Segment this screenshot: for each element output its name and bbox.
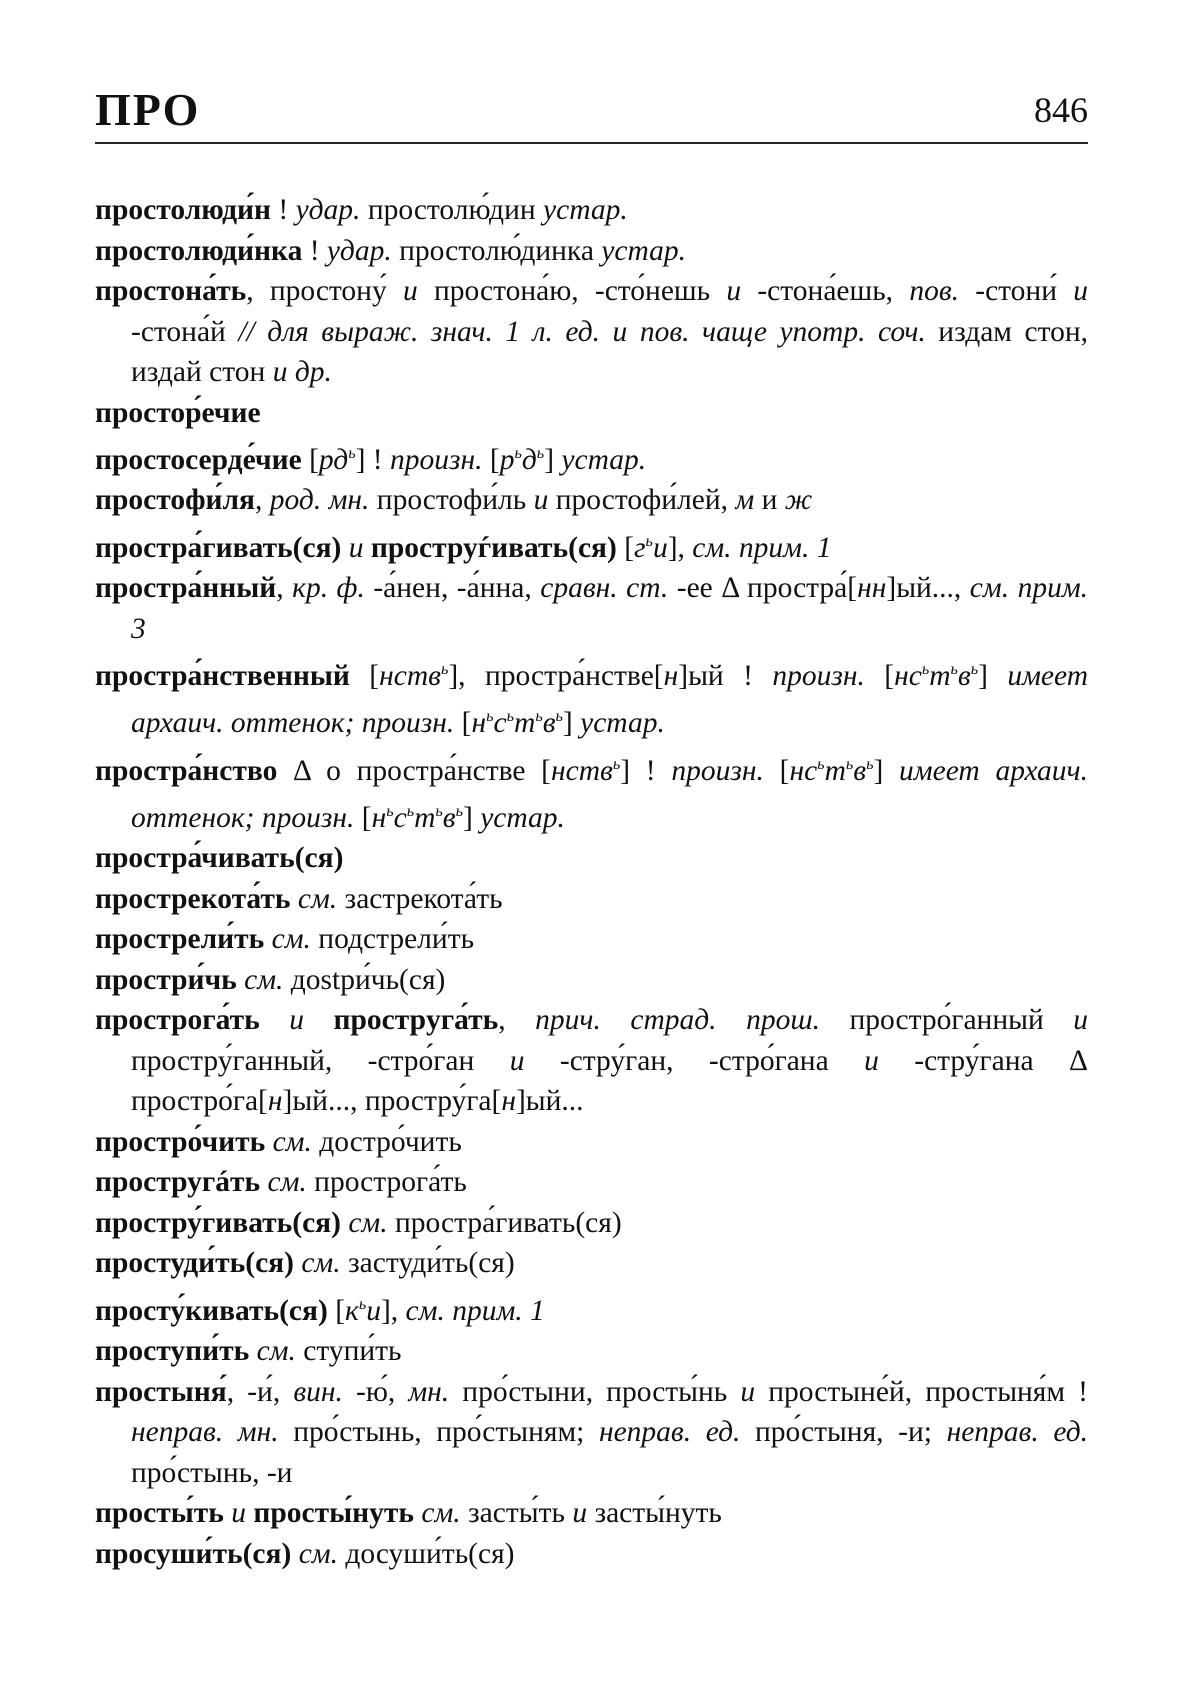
dictionary-entry: [95, 1122, 1088, 1163]
italic-label: и: [289, 1004, 304, 1037]
headword: проступи́ть: [95, 1335, 250, 1368]
entry-text: [: [301, 443, 319, 476]
italic-label: см. прим. 1: [692, 531, 832, 564]
italic-label: см.: [297, 882, 338, 915]
entry-text: достро́чить: [311, 1125, 462, 1158]
italic-label: р: [499, 443, 515, 476]
italic-label: т: [514, 707, 536, 740]
entry-text: -стру́ган, -стро́гана: [524, 1044, 865, 1077]
soft-sign-superscript: ь: [555, 707, 563, 726]
entry-text: -ее Δ простра́[: [668, 572, 858, 605]
italic-label: и: [740, 1375, 756, 1408]
italic-label: и: [572, 1497, 588, 1530]
headword: простра́нный: [95, 572, 277, 605]
italic-label: в: [957, 659, 971, 692]
soft-sign-superscript: ь: [348, 444, 356, 462]
entry-text: [: [454, 707, 472, 740]
headword: простругáть: [95, 1166, 261, 1199]
headword: простри́чь: [95, 963, 237, 996]
entry-text: ]ый !: [678, 659, 773, 692]
headword: простро́чить: [95, 1125, 266, 1158]
headword: простолюди́н: [95, 194, 272, 226]
italic-label: см.: [256, 1335, 296, 1368]
italic-label: и: [366, 1294, 381, 1327]
italic-label: и: [533, 484, 549, 517]
page-header: [95, 78, 1088, 144]
entry-text: [: [327, 1294, 346, 1327]
italic-label: н: [267, 1085, 283, 1118]
dictionary-entry: [95, 960, 1088, 1001]
entry-text: простыне́й, простыня́м !: [755, 1375, 1088, 1408]
entry-text: ,: [276, 572, 293, 605]
soft-sign-superscript: ь: [406, 802, 415, 821]
entry-text: [291, 883, 298, 915]
soft-sign-superscript: ь: [921, 660, 930, 679]
entry-text: ]ый..., простру́га[: [282, 1085, 502, 1118]
entry-text: [341, 532, 348, 564]
entry-text: ] !: [620, 754, 672, 787]
entry-text: про́стыни, просты́нь: [449, 1375, 741, 1408]
entry-text: -стона́ешь,: [741, 275, 910, 307]
headword: простра́чивать(ся): [95, 842, 344, 875]
italic-label: в: [853, 754, 867, 787]
soft-sign-superscript: ь: [645, 531, 653, 550]
italic-label: и: [509, 1044, 525, 1077]
italic-label: и др.: [272, 356, 332, 388]
italic-label: и: [402, 275, 418, 307]
italic-label: и: [652, 531, 668, 564]
entry-text: [: [864, 659, 895, 692]
italic-label: рд: [318, 443, 349, 476]
entry-text: ]: [873, 754, 900, 787]
italic-label: // для выраж. знач. 1 л. ед. и пов. чаще употр. соч.: [238, 315, 926, 348]
entry-list: [95, 190, 1088, 1574]
italic-label: произн.: [389, 443, 483, 476]
soft-sign-superscript: ь: [455, 802, 463, 821]
italic-label: устар.: [580, 707, 665, 740]
dictionary-entry: [95, 1534, 1088, 1575]
italic-label: и: [864, 1044, 879, 1077]
entry-text: простофи́лей,: [548, 484, 736, 517]
italic-label: н: [501, 1085, 516, 1118]
headword: простона́ть: [95, 275, 247, 307]
soft-sign-superscript: ь: [970, 660, 979, 679]
entry-text: , простону́: [246, 275, 403, 307]
entry-text: ]: [562, 707, 581, 740]
italic-label: сравн. ст.: [540, 572, 669, 605]
dictionary-entry: [95, 231, 1088, 272]
dictionary-entry: [95, 1284, 1088, 1331]
italic-label: и: [231, 1497, 246, 1530]
headword: простру́гивать(ся): [95, 1206, 341, 1239]
italic-label: см. прим. 1: [405, 1294, 545, 1327]
entry-text: засты́нуть: [587, 1497, 722, 1530]
dictionary-entry: [95, 393, 1088, 434]
soft-sign-superscript: ь: [486, 707, 494, 726]
italic-label: устар.: [561, 443, 647, 476]
italic-label: неправ. ед.: [946, 1416, 1089, 1449]
headword: простолюди́нка: [95, 234, 303, 267]
italic-label: кр. ф.: [292, 572, 365, 605]
entry-text: -а́нен, -а́нна,: [364, 572, 541, 605]
entry-text: !: [302, 234, 327, 267]
entry-text: простолю́дин: [360, 194, 544, 226]
italic-label: род. мн.: [269, 484, 370, 517]
entry-text: -стона́й: [131, 315, 239, 348]
headword: простра́нство: [95, 754, 278, 787]
entry-text: издам стон, издай стон: [131, 315, 1088, 388]
italic-label: имеет архаич. оттенок; произн.: [131, 754, 1089, 834]
dictionary-entry: [95, 521, 1088, 568]
entry-text: [363, 532, 370, 564]
soft-sign-superscript: ь: [435, 802, 443, 821]
soft-sign-superscript: ь: [845, 754, 854, 773]
entry-text: ],: [667, 531, 693, 564]
headword: прострели́ть: [95, 923, 265, 956]
soft-sign-superscript: ь: [612, 754, 621, 773]
entry-text: [: [482, 443, 500, 476]
italic-label: см. прим. 3: [131, 572, 1089, 645]
entry-text: ,: [255, 484, 270, 517]
headword: прострyга́ть: [333, 1004, 499, 1037]
italic-label: прич. страд. прош.: [535, 1004, 820, 1037]
headword: простра́гивать(ся): [95, 531, 342, 564]
dictionary-entry: [95, 838, 1088, 879]
dictionary-entry: [95, 919, 1088, 960]
entry-text: ,: [498, 1004, 536, 1037]
italic-label: см.: [272, 1125, 312, 1158]
italic-label: нств: [379, 659, 441, 692]
italic-label: к: [345, 1294, 359, 1327]
italic-label: произн.: [772, 659, 865, 692]
italic-label: и: [348, 531, 364, 564]
headword: просты́нуть: [253, 1497, 414, 1530]
entry-text: [: [616, 531, 635, 564]
entry-text: [264, 923, 271, 955]
italic-label: удар.: [295, 194, 361, 226]
entry-text: [249, 1335, 256, 1367]
entry-text: ступи́ть: [295, 1335, 402, 1368]
entry-text: прострога́ть: [306, 1166, 467, 1199]
italic-label: н: [371, 801, 387, 834]
headword: просты́ть: [95, 1497, 224, 1530]
soft-sign-superscript: ь: [514, 444, 522, 462]
headword: простофи́ля: [95, 484, 256, 517]
italic-label: с: [393, 801, 407, 834]
soft-sign-superscript: ь: [386, 802, 394, 821]
italic-label: пов.: [909, 275, 959, 307]
soft-sign-superscript: ь: [440, 660, 449, 679]
entry-text: ]ый...,: [886, 572, 970, 605]
entry-text: ], простра́нстве[: [448, 659, 664, 692]
entry-text: , -и́,: [226, 1375, 294, 1408]
entry-text: простолю́динка: [391, 234, 602, 267]
entry-text: дostри́чь(ся): [283, 963, 446, 996]
italic-label: ж: [784, 484, 813, 517]
italic-label: устар.: [543, 194, 628, 226]
dictionary-entry: [95, 1203, 1088, 1244]
dictionary-entry: [95, 1331, 1088, 1372]
italic-label: нн: [857, 572, 887, 605]
entry-text: [304, 1004, 334, 1036]
headword: простуди́ть(ся): [95, 1247, 294, 1280]
entry-text: [265, 1126, 272, 1158]
italic-label: нств: [551, 754, 613, 787]
italic-label: и: [726, 275, 742, 307]
entry-text: простона́ю, -сто́нешь: [417, 275, 727, 307]
italic-label: см.: [267, 1166, 307, 1199]
entry-text: застрекота́ть: [337, 882, 503, 915]
dictionary-entry: [95, 190, 1088, 231]
entry-text: ]: [544, 443, 562, 476]
headword: простыня́: [95, 1375, 227, 1408]
entry-text: подстрели́ть: [310, 923, 475, 956]
entry-text: простра́гивать(ся): [387, 1206, 622, 1239]
italic-label: т: [824, 754, 846, 787]
italic-label: произн.: [671, 754, 764, 787]
entry-text: про́стынь, -и: [131, 1456, 293, 1489]
italic-label: удар.: [326, 234, 392, 267]
dictionary-entry: [95, 1162, 1088, 1203]
italic-label: см.: [348, 1206, 388, 1239]
headword: простра́нственный: [95, 659, 350, 692]
soft-sign-superscript: ь: [535, 707, 543, 726]
dictionary-entry: [95, 879, 1088, 920]
italic-label: см.: [271, 923, 311, 956]
italic-label: см.: [244, 963, 284, 996]
italic-label: н: [471, 707, 487, 740]
italic-label: неправ. ед.: [598, 1416, 741, 1449]
entry-text: засты́ть: [460, 1497, 573, 1530]
italic-label: т: [414, 801, 436, 834]
dictionary-entry: [95, 271, 1088, 393]
italic-label: см.: [298, 1537, 338, 1570]
headword: проструѓивать(ся): [370, 531, 617, 564]
italic-label: м: [735, 484, 755, 517]
entry-text: простофи́ль: [369, 484, 534, 517]
italic-label: нс: [894, 659, 922, 692]
dictionary-entry: [95, 1243, 1088, 1284]
soft-sign-superscript: ь: [817, 754, 825, 773]
dictionary-entry: [95, 480, 1088, 521]
dictionary-entry: [95, 1493, 1088, 1534]
entry-text: ] !: [355, 443, 390, 476]
soft-sign-superscript: ь: [950, 660, 958, 679]
italic-label: устар.: [601, 234, 687, 267]
entry-text: ],: [380, 1294, 406, 1327]
headword: простосерде́чие: [95, 443, 302, 476]
dictionary-entry: [95, 433, 1088, 480]
headword: просуши́ть(ся): [95, 1537, 292, 1570]
headword: просту́кивать(ся): [95, 1294, 328, 1327]
entry-text: простро́ганный: [819, 1004, 1074, 1037]
italic-label: и: [1073, 1004, 1088, 1037]
entry-text: -стру́гана Δ простро́га[: [131, 1044, 1088, 1118]
entry-text: ]: [462, 801, 481, 834]
italic-label: т: [929, 659, 951, 692]
entry-text: [291, 1538, 298, 1570]
entry-text: Δ о простра́нстве [: [277, 754, 551, 787]
entry-text: про́стынь, про́стыням;: [278, 1416, 599, 1449]
entry-text: -ю́,: [342, 1375, 409, 1408]
italic-label: в: [442, 801, 456, 834]
entry-text: ]ый...: [515, 1085, 584, 1118]
entry-text: [: [763, 754, 790, 787]
italic-label: мн.: [408, 1375, 450, 1408]
dictionary-entry: [95, 744, 1088, 839]
dictionary-entry: [95, 1000, 1088, 1122]
dictionary-entry: [95, 568, 1088, 649]
entry-text: [260, 1004, 290, 1036]
soft-sign-superscript: ь: [536, 444, 545, 462]
italic-label: г: [634, 531, 646, 564]
running-head: ПРО: [95, 84, 201, 135]
dictionary-entry: [95, 1372, 1088, 1494]
soft-sign-superscript: ь: [358, 1294, 367, 1313]
italic-label: н: [663, 659, 679, 692]
soft-sign-superscript: ь: [506, 707, 515, 726]
headword: простор́ечие: [95, 396, 261, 429]
headword: прострекота́ть: [95, 882, 291, 915]
italic-label: см.: [301, 1247, 341, 1280]
italic-label: устар.: [480, 801, 565, 834]
entry-text: !: [271, 194, 296, 226]
italic-label: вин.: [293, 1375, 343, 1408]
italic-label: д: [521, 443, 537, 476]
dictionary-entry: [95, 649, 1088, 744]
entry-text: застуди́ть(ся): [340, 1247, 515, 1280]
entry-text: -стони́: [959, 275, 1074, 307]
italic-label: и: [1073, 275, 1088, 307]
entry-text: [: [349, 659, 380, 692]
entry-text: про́стыня, -и;: [740, 1416, 947, 1449]
entry-text: [: [354, 801, 372, 834]
entry-text: ]: [978, 659, 1008, 692]
italic-label: имеет архаич. оттенок; произн.: [131, 659, 1089, 740]
entry-text: досуши́ть(ся): [337, 1537, 515, 1570]
headword: прострога́ть: [95, 1004, 260, 1037]
italic-label: в: [542, 707, 556, 740]
entry-text: простру́ганный, -стро́ган: [131, 1044, 510, 1077]
italic-label: с: [493, 707, 507, 740]
italic-label: неправ. мн.: [131, 1416, 279, 1449]
entry-text: и: [754, 484, 785, 517]
page-number: 846: [1034, 90, 1088, 130]
italic-label: нс: [789, 754, 818, 787]
soft-sign-superscript: ь: [866, 754, 874, 773]
italic-label: см.: [421, 1497, 461, 1530]
